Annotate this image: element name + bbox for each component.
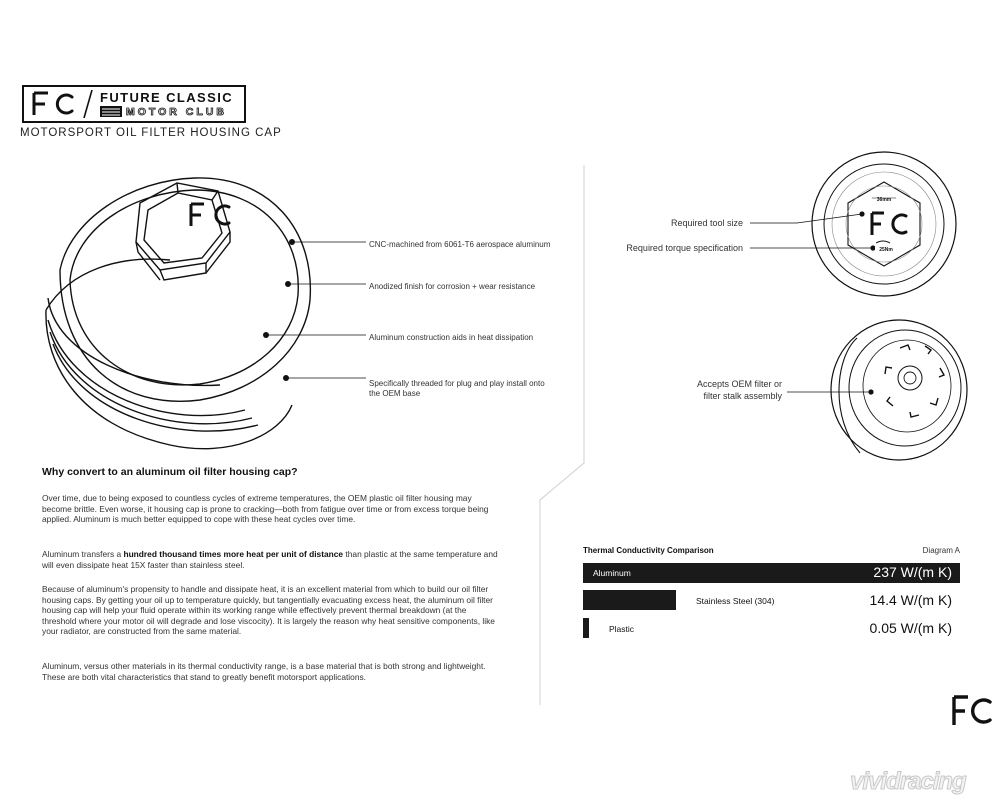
chart-tag: Diagram A [922, 546, 960, 555]
article-paragraph-1 [42, 493, 502, 525]
tool-size-label: 36mm [876, 197, 892, 203]
article-paragraph-3 [42, 584, 502, 637]
chart-bar [583, 590, 676, 610]
paragraph-text: Over time, due to being exposed to countless cycles of extreme temperatures, the OEM plastic oil filter housing may become brittle. Even worse, it housing cap is prone to cracking—both from fatigue over time or from excess torque being applied. Aluminum is much better equipped to cope with these heat cycles over time. [42, 493, 489, 525]
footer-fc-logo-icon [950, 694, 996, 728]
chart-bar [583, 618, 589, 638]
paragraph-text: Aluminum, versus other materials in its thermal conductivity range, is a base material that is both strong and lightweight. These are both vital characteristics that stand to greatly benefit motorsport applications. [42, 661, 486, 682]
cap-callout-heat: Aluminum construction aids in heat dissipation [369, 333, 534, 342]
bottom-view-leader [785, 382, 875, 402]
chart-category-label: Plastic [609, 624, 635, 634]
paragraph-text: than plastic at the same temperature and will even dissipate heat 15X faster than stainless steel. [42, 549, 498, 570]
chart-category-label: Aluminum [593, 568, 631, 578]
fc-logo-icon [30, 90, 96, 118]
brand-title: FUTURE CLASSIC [100, 90, 233, 105]
thermal-conductivity-chart [583, 562, 960, 646]
chart-category-label: Stainless Steel (304) [696, 596, 775, 606]
cap-callout-threaded-line1: Specifically threaded for plug and play install onto [369, 379, 545, 388]
cap-callout-cnc: CNC-machined from 6061-T6 aerospace aluminum [369, 240, 551, 249]
paragraph-highlight: hundred thousand times more heat per unit of distance [123, 549, 344, 559]
chart-value-label: 0.05 W/(m K) [869, 620, 952, 636]
paragraph-text: Aluminum transfers a [42, 549, 124, 559]
article-heading: Why convert to an aluminum oil filter housing cap? [42, 466, 298, 478]
brand-stripes-icon [100, 106, 122, 117]
chart-value-label: 237 W/(m K) [873, 564, 952, 580]
chart-title: Thermal Conductivity Comparison [583, 546, 714, 555]
article-paragraph-2 [42, 549, 502, 570]
top-callout-tool-size: Required tool size [670, 218, 743, 228]
cap-callout-threaded-line2: the OEM base [369, 389, 421, 398]
watermark-text: vividracing [850, 768, 966, 795]
top-callout-torque: Required torque specification [626, 243, 743, 253]
top-view-leaders [745, 200, 875, 260]
page-subtitle: MOTORSPORT OIL FILTER HOUSING CAP [20, 127, 282, 139]
bottom-callout-line1: Accepts OEM filter or [696, 379, 782, 389]
paragraph-text: Because of aluminum's propensity to handle and dissipate heat, it is an excellent material from which to build our oil filter housing caps. By getting your oil up to temperature quickly, but tangentially evacuating excess heat, the aluminum oil filter housing cap will help your fluid operate within its working range while effectively prevent thermal breakdown (at the threshold where your motor oil will degrade and lose viscocity). It is largely the reason why heat sensitive components, like your radiator, are constructed from the same material. [42, 584, 495, 637]
brand-subtitle: MOTOR CLUB [126, 106, 227, 118]
chart-value-label: 14.4 W/(m K) [869, 592, 952, 608]
cap-illustration [30, 160, 570, 470]
bottom-callout-line2: filter stalk assembly [703, 391, 782, 401]
cap-callout-anodized: Anodized finish for corrosion + wear resistance [369, 282, 536, 291]
torque-spec-label: 25Nm [879, 247, 893, 253]
article-paragraph-4 [42, 661, 502, 682]
